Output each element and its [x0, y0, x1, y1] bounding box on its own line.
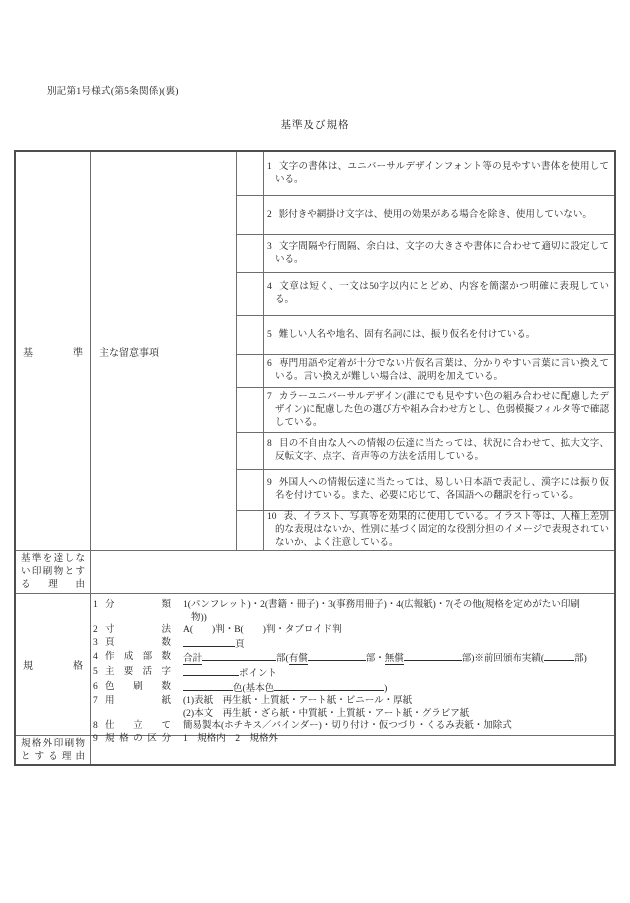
- spec-item-row: [93, 637, 610, 652]
- spec-item-number: 7: [93, 696, 98, 707]
- spec-item-label: 用紙: [105, 696, 171, 707]
- criteria-item-body: 目の不自由な人への情報の伝達に当たっては、状況に合わせて、拡大文字、反転文字、点字、音声等の方法を活用している。: [275, 439, 609, 462]
- spec-content-line: [183, 637, 610, 652]
- spec-content-line: [183, 720, 610, 733]
- spec-item-label: 規格の区分: [105, 733, 171, 744]
- spec-item-number: 5: [93, 666, 98, 677]
- criteria-item-text-cell: [264, 273, 614, 315]
- criteria-item-number: 1: [267, 161, 272, 172]
- criteria-row: [16, 152, 614, 550]
- off-spec-label-line: 規格外印刷物: [21, 739, 85, 749]
- criteria-item-text: [267, 391, 609, 430]
- criteria-item-text-cell: [264, 152, 614, 195]
- criteria-item-text-cell: [264, 235, 614, 272]
- spec-text: 物)): [191, 612, 207, 623]
- fill-in-blank: [183, 637, 235, 647]
- spec-text: 部): [574, 654, 587, 665]
- criteria-item-number: 2: [267, 209, 272, 220]
- spec-item-content: [183, 599, 610, 624]
- fill-in-blank: [544, 651, 574, 661]
- check-cell: [237, 273, 264, 315]
- spec-item-number: 2: [93, 625, 98, 636]
- spec-text: (1)表紙 再生紙・上質紙・アート紙・ビニール・厚紙: [183, 696, 413, 707]
- criteria-item-row: [237, 387, 614, 432]
- criteria-item-body: 影付きや網掛け文字は、使用の効果がある場合を除き、使用していない。: [278, 209, 592, 220]
- spec-item-row: [93, 666, 610, 681]
- criteria-item-text: [267, 281, 609, 307]
- check-cell: [237, 388, 264, 432]
- criteria-item-text-cell: [264, 355, 614, 387]
- form-number-label: 別記第1号様式(第5条関係)(裏): [47, 87, 179, 97]
- check-cell: [237, 235, 264, 272]
- spec-item-content: [183, 637, 610, 652]
- criteria-item-text-cell: [264, 316, 614, 354]
- criteria-item-body: 文章は短く、一文は50字以内にとどめ、内容を簡潔かつ明確に表現している。: [275, 282, 609, 305]
- criteria-item-body: 専門用語や定着が十分でない片仮名言葉は、分かりやすい言葉に言い換えている。言い換えが難しい場合は、説明を加えている。: [275, 359, 609, 382]
- criteria-item-number: 7: [267, 391, 272, 402]
- criteria-item-number: 4: [267, 282, 272, 292]
- spec-item-number: 1: [93, 600, 98, 610]
- spec-text: A( )判・B( )判・タブロイド判: [183, 625, 342, 636]
- criteria-item-body: カラーユニバーサルデザイン(誰にでも見やすい色の組み合わせに配慮したデザイン)に配慮した色の選び方や組み合わせ方とし、色弱模擬フィルタ等で確認している。: [275, 391, 609, 428]
- spec-text-underlined: 無償: [384, 654, 404, 665]
- criteria-item-number: 5: [267, 329, 272, 340]
- check-cell: [237, 316, 264, 354]
- spec-content-line: [183, 681, 610, 696]
- spec-text: 部(: [276, 654, 289, 665]
- spec-text: 部)※前回頒布実績(: [461, 654, 545, 665]
- spec-text-underlined: 有償: [288, 654, 308, 665]
- criteria-item-text: [267, 511, 609, 550]
- spec-content-line: [183, 651, 610, 666]
- spec-item-label: 主要活字: [105, 666, 171, 677]
- spec-content-line: [183, 708, 610, 721]
- spec-row-header-cell: [16, 594, 91, 735]
- spec-text: (2)本文 再生紙・ざら紙・中質紙・上質紙・アート紙・グラビア紙: [183, 708, 470, 719]
- check-cell: [237, 355, 264, 387]
- off-spec-label-cell: [16, 736, 91, 764]
- fill-in-blank: [183, 681, 233, 691]
- criteria-item-body: 文字の書体は、ユニバーサルデザインフォント等の見やすい書体を使用している。: [275, 161, 609, 185]
- spec-item-content: [183, 624, 610, 637]
- fill-in-blank: [404, 651, 462, 661]
- spec-text: 1 規格内 2 規格外: [183, 733, 279, 744]
- criteria-item-text: [267, 161, 609, 187]
- criteria-item-row: [237, 432, 614, 469]
- notes-header-cell: [91, 152, 237, 550]
- spec-text: 簡易製本(ホチキス／バインダー)・切り付け・仮つづり・くるみ表紙・加除式: [183, 721, 512, 732]
- spec-row-header: 規格: [23, 661, 83, 672]
- spec-item-row: [93, 720, 610, 733]
- spec-item-content: [183, 681, 610, 696]
- below-standard-label-cell: [16, 551, 91, 593]
- spec-text: 頁: [235, 639, 245, 650]
- criteria-item-text: [267, 329, 535, 342]
- spec-item-row: [93, 599, 610, 624]
- criteria-item-number: 3: [267, 241, 272, 252]
- spec-item-number: 3: [93, 637, 98, 648]
- fill-in-blank: [183, 666, 239, 676]
- criteria-item-text: [267, 358, 609, 384]
- check-cell: [237, 470, 264, 510]
- check-cell: [237, 152, 264, 195]
- off-spec-row: [16, 735, 614, 764]
- criteria-row-header: 基準: [23, 347, 83, 359]
- criteria-item-body: 難しい人名や地名、固有名詞には、振り仮名を付けている。: [278, 329, 536, 340]
- below-standard-row: [16, 550, 614, 593]
- below-standard-label-line: る理由: [21, 580, 85, 590]
- fill-in-blank: [308, 651, 366, 661]
- spec-item-number: 6: [93, 681, 98, 692]
- criteria-item-row: [237, 195, 614, 234]
- spec-text-underlined: 合計: [183, 654, 203, 665]
- criteria-item-row: [237, 510, 614, 550]
- spec-item-content: [183, 651, 610, 666]
- spec-item-label: 寸法: [105, 625, 171, 636]
- below-standard-label-line: い印刷物とす: [21, 567, 85, 577]
- spec-item-content: [183, 695, 610, 720]
- spec-list: [91, 594, 614, 744]
- criteria-item-text-cell: [264, 470, 614, 510]
- spec-text: ポイント: [239, 668, 278, 679]
- criteria-item-text: [267, 477, 609, 503]
- spec-item-label: 頁数: [105, 637, 171, 648]
- check-cell: [237, 196, 264, 234]
- spec-item-number: 4: [93, 652, 98, 663]
- below-standard-label-line: 基準を達しな: [21, 554, 85, 564]
- spec-text: ): [384, 683, 388, 694]
- criteria-item-body: 表、イラスト、写真等を効果的に使用している。イラスト等は、人権上差別的な表現はないか、性別に基づく固定的な役割分担のイメージで表現されていないか、よく注意している。: [275, 512, 609, 548]
- spec-item-row: [93, 651, 610, 666]
- criteria-item-row: [237, 469, 614, 510]
- criteria-item-text-cell: [264, 433, 614, 469]
- spec-item-label: 色刷数: [105, 681, 171, 692]
- spec-item-label: 作成部数: [105, 652, 171, 663]
- off-spec-label-line: とする理由: [21, 752, 85, 762]
- spec-item-number: 9: [93, 733, 98, 744]
- criteria-item-text: [267, 438, 609, 464]
- spec-text: 1(パンフレット)・2(書籍・冊子)・3(事務用冊子)・4(広報紙)・7(その他(規格を定めがたい印刷: [183, 600, 580, 610]
- criteria-item-row: [237, 234, 614, 272]
- criteria-row-header-cell: [16, 152, 91, 550]
- spec-content-line: [183, 666, 610, 681]
- fill-in-blank: [274, 681, 384, 691]
- criteria-item-row: [237, 152, 614, 195]
- criteria-item-body: 文字間隔や行間隔、余白は、文字の大きさや書体に合わせて適切に設定している。: [275, 241, 609, 265]
- page-title: 基準及び規格: [280, 120, 350, 131]
- criteria-item-text: [267, 241, 609, 267]
- criteria-item-row: [237, 354, 614, 387]
- spec-item-number: 8: [93, 721, 98, 732]
- criteria-checklist: [237, 152, 614, 550]
- standards-table: [14, 150, 616, 766]
- criteria-item-row: [237, 315, 614, 354]
- off-spec-reason-field: [91, 733, 614, 764]
- spec-content-line: [183, 695, 610, 708]
- criteria-item-text: [267, 209, 592, 222]
- notes-header: 主な留意事項: [99, 347, 159, 359]
- criteria-item-text-cell: [264, 388, 614, 432]
- criteria-item-body: 外国人への情報伝達に当たっては、易しい日本語で表記し、漢字には振り仮名を付けている。また、必要に応じて、各国語への翻訳を行っている。: [275, 478, 609, 501]
- spec-content-line: [183, 599, 610, 612]
- spec-content-line: [183, 612, 610, 625]
- criteria-item-text-cell: [264, 196, 614, 234]
- spec-text: 部・: [365, 654, 385, 665]
- spec-content-line: [183, 624, 610, 637]
- spec-item-content: [183, 720, 610, 733]
- spec-item-row: [93, 681, 610, 696]
- criteria-item-number: 6: [267, 359, 272, 369]
- criteria-item-row: [237, 272, 614, 315]
- check-cell: [237, 433, 264, 469]
- criteria-item-text-cell: [264, 511, 614, 550]
- fill-in-blank: [202, 651, 276, 661]
- criteria-item-number: 9: [267, 478, 272, 488]
- spec-text: 色(基本色: [233, 683, 275, 694]
- spec-item-row: [93, 624, 610, 637]
- spec-item-label: 仕立て: [105, 721, 171, 732]
- spec-item-content: [183, 666, 610, 681]
- spec-item-row: [93, 695, 610, 720]
- criteria-item-number: 8: [267, 439, 272, 449]
- criteria-item-number: 10: [267, 512, 277, 522]
- check-cell: [237, 511, 264, 550]
- below-standard-reason-field: [91, 551, 614, 593]
- spec-item-label: 分類: [105, 600, 171, 610]
